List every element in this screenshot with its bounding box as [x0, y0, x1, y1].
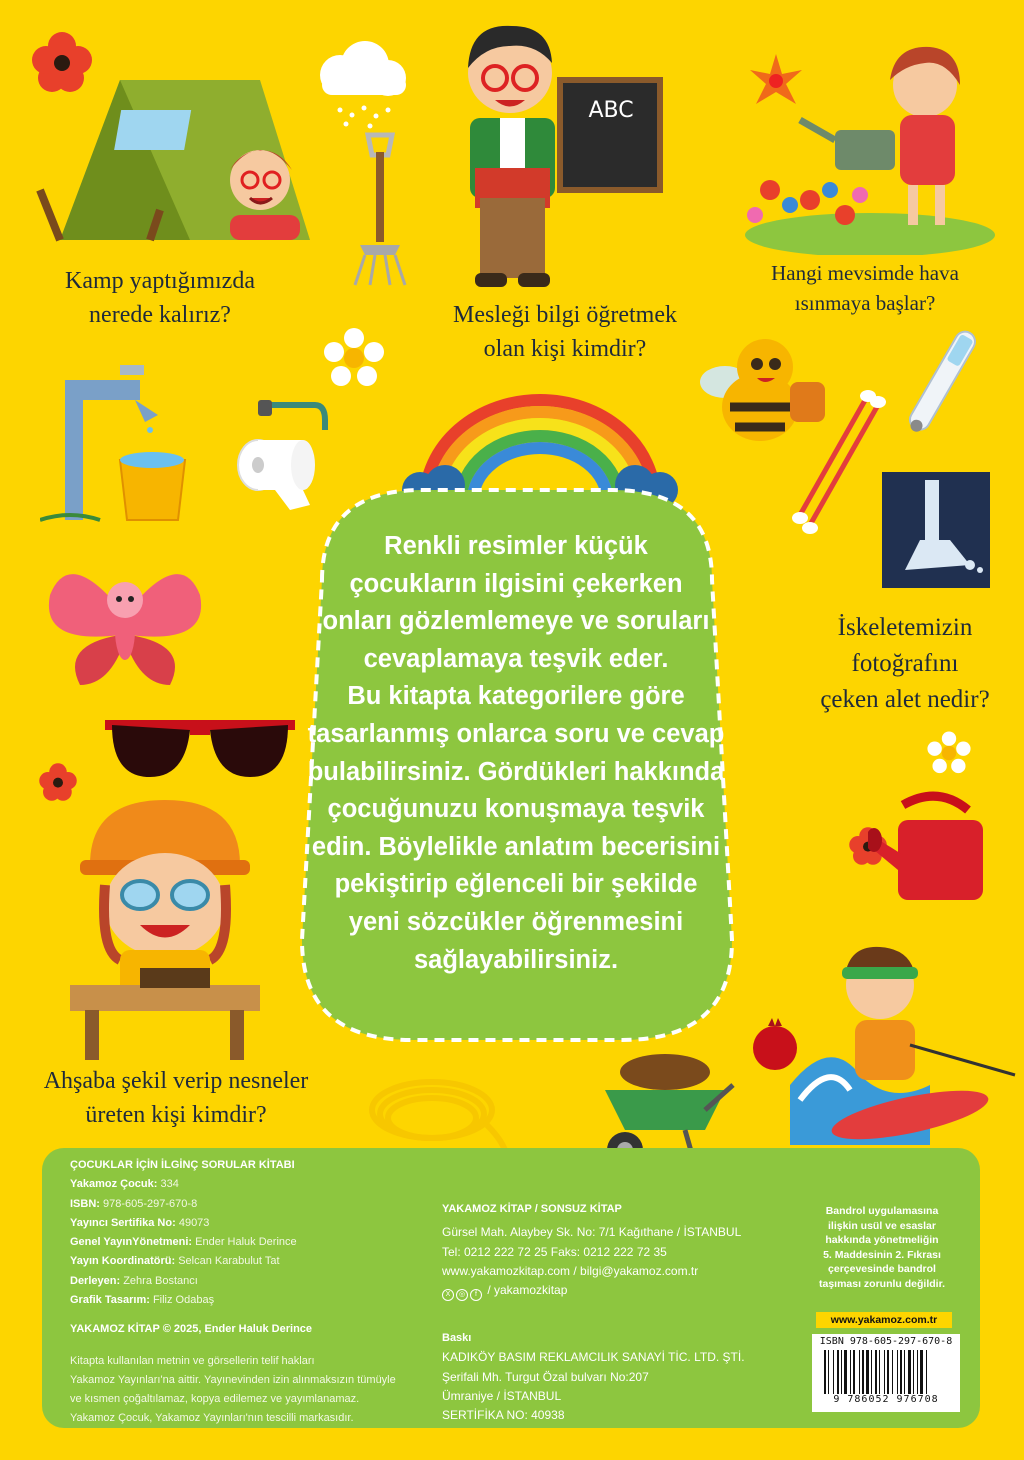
imprint-value: Filiz Odabaş — [152, 1294, 215, 1307]
blackboard-text: ABC — [588, 98, 634, 123]
barcode-bar — [833, 1350, 834, 1394]
barcode-bar — [904, 1350, 905, 1394]
bandrol-line: ilişkin usül ve esaslar — [828, 1219, 936, 1232]
barcode-bar — [900, 1350, 902, 1394]
barcode-bar — [837, 1350, 839, 1394]
rights-line: Yakamoz Yayınları'na aittir. Yayınevinden izin alınmaksızın tümüyle — [70, 1373, 396, 1386]
description-line: tasarlanmış onlarca soru ve cevap — [307, 719, 725, 748]
daisy-icon — [926, 730, 972, 776]
description-line: bulabilirsiniz. Gördükleri hakkında — [307, 757, 725, 786]
barcode-bar — [824, 1350, 826, 1394]
imprint-label: Grafik Tasarım: — [70, 1294, 153, 1307]
imprint-rows — [70, 1175, 440, 1310]
teacher-illustration — [440, 18, 670, 308]
imprint-label: Yakamoz Çocuk: — [70, 1178, 161, 1191]
imprint-label: ISBN: — [70, 1197, 103, 1210]
bandrol-line: 5. Maddesinin 2. Fıkrası — [823, 1248, 941, 1261]
copyright-line: YAKAMOZ KİTAP © 2025, Ender Haluk Derince — [70, 1323, 313, 1336]
description-line: sağlayabilirsiniz. — [413, 945, 619, 974]
description-line: yeni sözcükler öğrenmesini — [348, 907, 684, 936]
imprint-value: Zehra Bostancı — [123, 1274, 198, 1287]
imprint-row — [70, 1214, 440, 1233]
x-icon[interactable]: X — [442, 1289, 454, 1301]
social-handle[interactable]: / yakamozkitap — [487, 1283, 568, 1298]
barcode-bar — [913, 1350, 914, 1394]
imprint-value: 334 — [160, 1178, 179, 1191]
instagram-icon[interactable]: ◎ — [456, 1289, 468, 1301]
publisher-name: YAKAMOZ KİTAP / SONSUZ KİTAP — [442, 1203, 622, 1215]
description-line: Renkli resimler küçük — [384, 532, 648, 560]
description-line: cevaplamaya teşvik eder. — [363, 644, 669, 673]
barcode-digits: 9 786052 976708 — [833, 1394, 939, 1405]
barcode-bar — [844, 1350, 847, 1394]
barcode-bar — [875, 1350, 877, 1394]
barcode-bar — [887, 1350, 889, 1394]
bandrol-line: taşıması zorunlu değildir. — [818, 1277, 946, 1290]
bandrol-line: Bandrol uygulamasına — [825, 1205, 939, 1217]
rake-icon — [350, 130, 410, 290]
rights-line: ve kısmen çoğaltılamaz, kopya edilemez ve yayımlanamaz. — [70, 1392, 360, 1405]
question-season: Hangi mevsimde hava ısınmaya başlar? — [771, 261, 959, 315]
imprint-value: 49073 — [178, 1216, 210, 1229]
publisher-column — [442, 1200, 802, 1426]
butterfly-icon — [40, 555, 210, 695]
imprint-row — [70, 1175, 440, 1194]
imprint-value: 978-605-297-670-8 — [103, 1197, 198, 1210]
barcode-bar — [862, 1350, 864, 1394]
barcode-bar — [884, 1350, 885, 1394]
rights-line: Kitapta kullanılan metnin ve görsellerin telif hakları — [70, 1354, 315, 1367]
publisher-web[interactable]: www.yakamozkitap.com / bilgi@yakamoz.com.tr — [442, 1263, 699, 1278]
print-label: Baskı — [442, 1332, 472, 1345]
facebook-icon[interactable]: f — [470, 1289, 482, 1301]
imprint-row — [70, 1291, 440, 1310]
barcode-bar — [853, 1350, 855, 1394]
publisher-address: Gürsel Mah. Alaybey Sk. No: 7/1 Kağıthane / İSTANBUL — [442, 1225, 742, 1240]
rain-cloud-icon — [300, 40, 420, 130]
description-line: onları gözlemlemeye ve soruları — [322, 607, 710, 636]
description-line: Bu kitapta kategorilere göre — [347, 682, 685, 711]
imprint-row — [70, 1233, 440, 1252]
series-title: ÇOCUKLAR İÇİN İLGİNÇ SORULAR KİTABI — [70, 1159, 295, 1171]
barcode-bar — [920, 1350, 923, 1394]
rights-statement — [70, 1352, 440, 1428]
daisy-icon — [322, 326, 386, 390]
question-teacher: Mesleği bilgi öğretmek olan kişi kimdir? — [453, 302, 677, 362]
imprint-row — [70, 1272, 440, 1291]
barcode-bar — [828, 1350, 829, 1394]
bandrol-notice — [802, 1204, 962, 1291]
barcode — [812, 1334, 960, 1412]
barcode-bars — [824, 1350, 950, 1394]
faucet-bucket-illustration — [40, 360, 200, 530]
description-text — [300, 528, 732, 979]
barcode-bar — [871, 1350, 872, 1394]
surfer-illustration — [790, 935, 1020, 1145]
tent-illustration — [30, 60, 330, 250]
carpenter-illustration — [60, 790, 270, 1060]
bandrol-line: hakkında yönetmeliğin — [825, 1234, 939, 1246]
imprint-label: Yayıncı Sertifika No: — [70, 1216, 179, 1229]
imprint-value: Ender Haluk Derince — [195, 1236, 297, 1249]
barcode-bar — [917, 1350, 918, 1394]
barcode-bar — [879, 1350, 880, 1394]
imprint-row — [70, 1195, 440, 1214]
printer-line: Şerifali Mh. Turgut Özal bulvarı No:207 — [442, 1369, 649, 1384]
imprint-row — [70, 1252, 440, 1271]
barcode-isbn: ISBN 978-605-297-670-8 — [819, 1336, 953, 1347]
barcode-bar — [866, 1350, 869, 1394]
barcode-bar — [908, 1350, 911, 1394]
thermometer-icon — [895, 320, 985, 450]
imprint-column — [70, 1156, 440, 1428]
sunglasses-icon — [100, 705, 300, 785]
question-woodworker: Ahşaba şekil verip nesneler üreten kişi kimdir? — [43, 1068, 309, 1128]
xray-icon — [880, 470, 992, 590]
rights-line: Yakamoz Çocuk, Yakamoz Yayınları'nın tescilli markasıdır. — [70, 1411, 354, 1424]
question-camp: Kamp yaptığımızda nerede kalırız? — [65, 268, 255, 328]
pomegranate-icon — [750, 1016, 800, 1072]
barcode-bar — [897, 1350, 898, 1394]
printer-line: SERTİFİKA NO: 40938 — [442, 1408, 565, 1423]
description-line: çocukların ilgisini çekerken — [349, 569, 683, 598]
printer-line: Ümraniye / İSTANBUL — [442, 1389, 562, 1404]
imprint-value: Selcan Karabulut Tat — [178, 1255, 280, 1268]
barcode-bar — [892, 1350, 893, 1394]
printer-info — [442, 1348, 802, 1425]
imprint-label: Genel YayınYönetmeni: — [70, 1236, 196, 1249]
imprint-label: Derleyen: — [70, 1274, 124, 1287]
website-label[interactable]: www.yakamoz.com.tr — [816, 1312, 952, 1328]
watering-can-icon — [868, 790, 998, 910]
description-line: edin. Böylelikle anlatım becerisini — [311, 832, 721, 861]
social-links — [442, 1281, 802, 1301]
barcode-bar — [850, 1350, 851, 1394]
description-line: çocuğunuzu konuşmaya teşvik — [327, 795, 705, 824]
imprint-label: Yayın Koordinatörü: — [70, 1255, 179, 1268]
printer-line: KADIKÖY BASIM REKLAMCILIK SANAYİ TİC. LTD. ŞTİ. — [442, 1350, 745, 1365]
bandrol-line: çerçevesinde bandrol — [828, 1263, 936, 1275]
orange-flower-icon — [748, 52, 804, 108]
publisher-phone: Tel: 0212 222 72 25 Faks: 0212 222 72 35 — [442, 1244, 667, 1259]
barcode-bar — [926, 1350, 927, 1394]
barcode-bar — [841, 1350, 842, 1394]
barcode-bar — [859, 1350, 860, 1394]
question-skeleton: İskeletemizin fotoğrafını çeken alet nedir? — [820, 614, 990, 713]
description-line: pekiştirip eğlenceli bir şekilde — [334, 870, 698, 899]
